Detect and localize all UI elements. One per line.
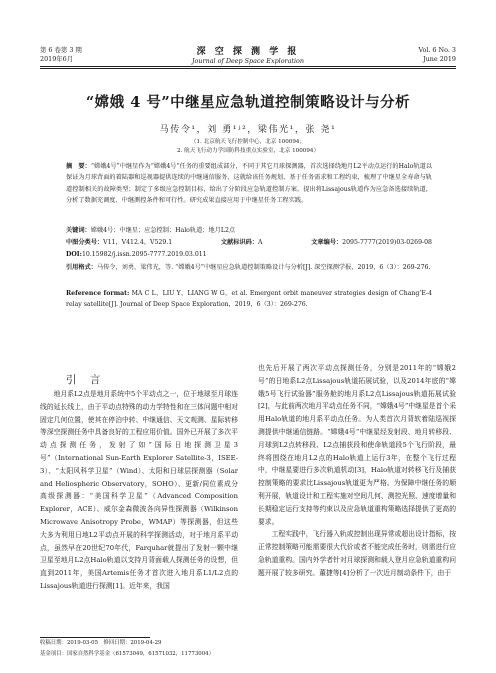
- volume-issue-en: Vol. 6 No. 3: [418, 46, 456, 54]
- article-number-label: 文章编号：: [311, 239, 343, 246]
- left-column-paragraph: 地月系L2点是地月系统中5个平动点之一，位于地球至月球连线的延长线上，由于平动点特殊的动力学特性和在三体问题中相对固定几何位置，使其在停泊中转、中继通信、天文观测、星际转移等深空探测任务中具备良好的工程应用价值。国外已开展了多次平动点探测任务，发射了如“国际日地探测卫星3号”（International Sun-Earth Explorer Satellite-3，ISEE-3）、“太阳风科学卫星”（Wind）、太阳和日球层探测器（Solar and Heliospheric Observatory，SOHO）、更新/同位素成分高级探测器：“美国科学卫星”（Advanced Composition Explorer，ACE）、威尔金森微波各向异性探测器（Wilkinson Microwave Anisotropy Probe，WMAP）等探测器，但这些大多为利用日地L2平动点开展的科学探测活动，对于地月系平动点，虽然早在20世纪70年代，Farquhar就提出了发射一颗中继卫星至地月L2点Halo轨道以支持月背面载人探测任务的设想，但直到2011年，美国Artemis任务才首次进入地月系L1/L2点的Lissajous轨道进行探测[1]。近年来，我国: [40, 390, 238, 590]
- section-heading: 引 言: [66, 374, 106, 386]
- author-list: 马传令¹，刘 勇¹ʲ²，梁伟光¹，张 尧¹: [159, 125, 337, 135]
- clc-number: V11，V412.4，V529.1: [103, 239, 173, 246]
- footnote-rule: [40, 637, 150, 638]
- header-rule-bottom: [40, 68, 456, 69]
- citation-cn: [66, 262, 432, 273]
- keywords-line: [66, 225, 432, 236]
- date-cn: 2019年6月: [40, 55, 74, 63]
- abstract: [66, 161, 432, 206]
- abstract-text: “嫦娥4号”中继星作为“嫦娥4号”任务的重要组成部分，不同于其它月球探测器，首次选择绕地月L2平动点运行的Halo轨道以保证为月球背面的着陆器和巡视器提供连续的中继通信服务，这就给该任务规划、基于任务需求和工程约束，梳理了中继星全寿命与轨道控制相关的故障类型；制定了多级应急控制目标，给出了分阶段应急轨道控制方案，提出将Lissajous轨道作为应急备选接续轨道，分析了数据充调度、中继测控条件和可行性。研究成果直接应用于中继星任务工程实践。: [66, 163, 433, 204]
- received-date: 收稿日期：2019-03-05 修回日期：2019-04-29: [40, 640, 162, 646]
- right-column-paragraph-2: 工程实践中，飞行器入轨或控制出现异常或超出设计指标，按正常控制策略可能需要很大代价或者不能完成任务时，则需进行应急轨道重构。国内外学者针对月球探测和载人登月应急轨道重构问题开展了较多研究。董捷等[4]分析了一次近月制动条件下，由于: [258, 530, 456, 577]
- citation-cn-label: 引用格式：: [66, 264, 97, 271]
- article-title: “嫦娥 4 号”中继星应急轨道控制策略设计与分析: [85, 94, 411, 111]
- doc-code: A: [258, 239, 263, 246]
- article-number: 2095-7777(2019)03-0269-08: [342, 239, 432, 246]
- affiliation-1: （1. 北京航天飞行控制中心，北京 100094；: [190, 139, 306, 145]
- volume-issue-cn: 第 6 卷第 3 期: [40, 46, 82, 54]
- keywords: 嫦娥4号；中继星；应急控制；Halo轨道；地月L2点: [90, 227, 236, 234]
- abstract-label: 摘 要：: [66, 163, 91, 170]
- classification-line: [66, 237, 432, 248]
- citation-cn-text: 马传令，刘勇，梁伟光，等. “嫦娥4号”中继星应急轨道控制策略设计与分析[J]. 深空探测学报，2019，6（3）：269-276.: [96, 264, 431, 271]
- citation-en-label: Reference format:: [66, 290, 130, 297]
- left-column: [40, 388, 238, 593]
- doi-line: [66, 249, 432, 260]
- right-column-paragraph-1: 也先后开展了两次平动点探测任务，分别是2011年的“嫦娥2号”的日地系L2点Lissajous轨道拓展试验，以及2014年底的“嫦娥5号飞行试验器”服务舱的地月系L2点Lissajous轨道拓展试验[2]，与此前两次地月平动点任务不同，“嫦娥4号”中继星是首个采用Halo轨道的地月系平动点任务。为人类首次月背软着陆巡视探测提供中继通信链路。“嫦娥4号”中继星经发射段、地月转移段、月球到L2点转移段、L2点捕获段和使命轨道段5个飞行阶段，最终将围绕在地月L2点的Halo轨道上运行3年，在整个飞行过程中，中继星要进行多次轨道机动[3]，Halo轨道对转移飞行及捕获控制策略的要求比Lissajous轨道更为严格。为保障中继任务的顺利开展，轨道设计和工程实施对空间几何、测控光照、速度增量和长期稳定运行支持等约束以及应急轨道重构策略选择提供了更高的要求。: [258, 364, 456, 526]
- citation-en-text: MA C L，LIU Y，LIANG W G，et al. Emergent orbit maneuver strategies design of Chang’E-4 relay satellite[J]. Journal of Deep Space Exploration，2019，6（3）：269-276.: [66, 290, 433, 309]
- journal-title-cn: 深 空 探 测 学 报: [196, 47, 300, 57]
- running-head-right: [418, 46, 456, 64]
- citation-en: [66, 288, 432, 311]
- affiliation-2: 2. 航天飞行动力学国防科技重点实验室，北京 100094）: [176, 148, 320, 154]
- journal-title-en: Journal of Deep Space Exploration: [192, 57, 304, 65]
- right-column: [258, 362, 456, 580]
- doc-code-label: 文献标识码：: [220, 239, 259, 246]
- clc-label: 中图分类号：: [66, 239, 104, 246]
- doi-label: DOI:: [66, 251, 82, 258]
- fund-info: 基金项目：国家自然科学基金（61573049，61571032，11773004）: [40, 651, 214, 657]
- doi-link[interactable]: 10.15982/j.issn.2095-7777.2019.03.011: [81, 251, 207, 258]
- date-en: June 2019: [423, 55, 456, 63]
- keywords-label: 关键词：: [66, 227, 91, 234]
- header-rule-top: [40, 66, 456, 67]
